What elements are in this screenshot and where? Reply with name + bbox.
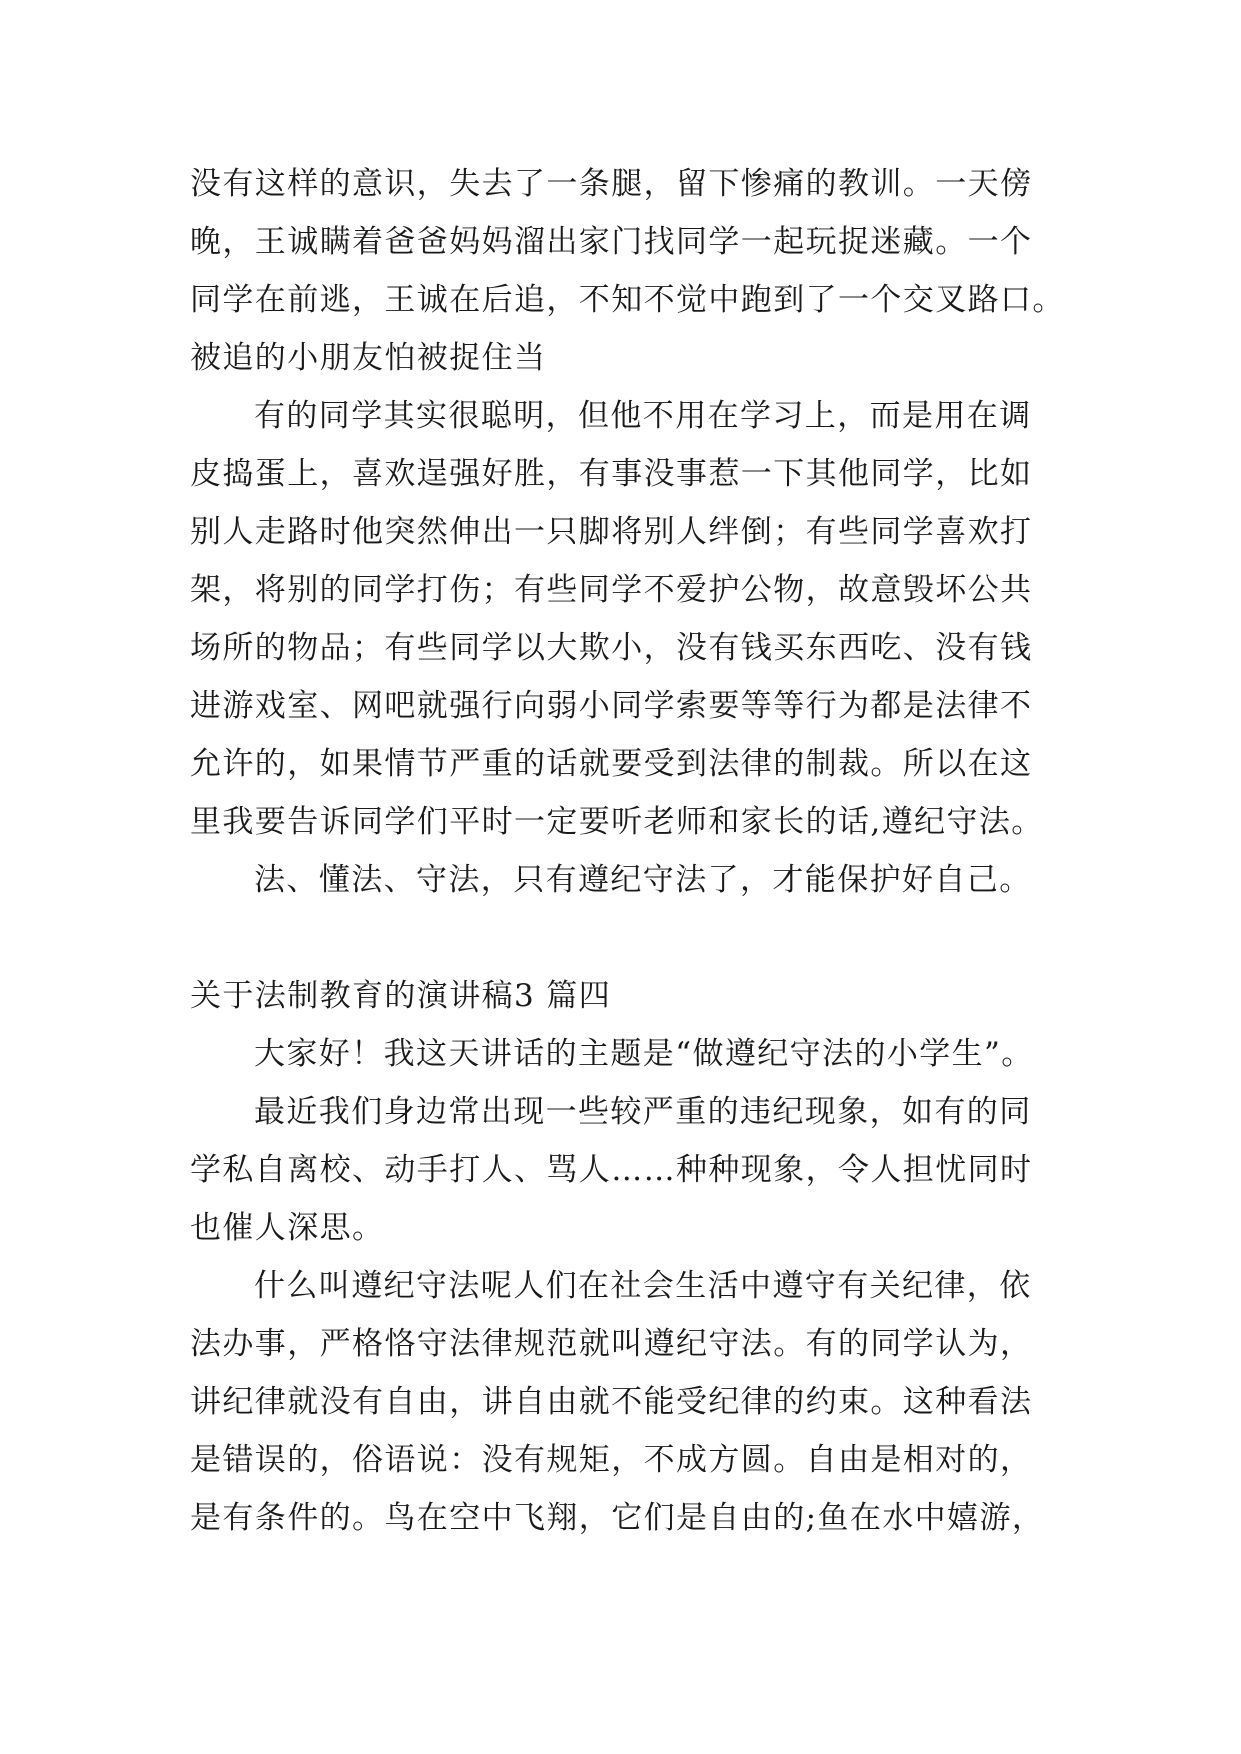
paragraph-line: 被追的小朋友怕被捉住当 <box>190 340 547 376</box>
paragraph-line: 没有这样的意识，失去了一条腿，留下惨痛的教训。一天傍 <box>190 166 1033 202</box>
paragraph-line: 讲纪律就没有自由，讲自由就不能受纪律的约束。这种看法 <box>190 1384 1033 1420</box>
paragraph-line: 是有条件的。鸟在空中飞翔，它们是自由的;鱼在水中嬉游， <box>190 1500 1045 1536</box>
paragraph-line: 法办事，严格恪守法律规范就叫遵纪守法。有的同学认为， <box>190 1326 1033 1362</box>
paragraph-line: 场所的物品；有些同学以大欺小，没有钱买东西吃、没有钱 <box>190 630 1033 666</box>
paragraph-line: 法、懂法、守法，只有遵纪守法了，才能保护好自己。 <box>254 862 1032 898</box>
paragraph-line: 是错误的，俗语说：没有规矩，不成方圆。自由是相对的， <box>190 1442 1033 1478</box>
paragraph-line: 皮捣蛋上，喜欢逞强好胜，有事没事惹一下其他同学，比如 <box>190 456 1033 492</box>
paragraph-line: 里我要告诉同学们平时一定要听老师和家长的话,遵纪守法。 <box>190 804 1044 840</box>
paragraph-line: 学私自离校、动手打人、骂人……种种现象，令人担忧同时 <box>190 1152 1033 1188</box>
paragraph-line: 进游戏室、网吧就强行向弱小同学索要等等行为都是法律不 <box>190 688 1033 724</box>
paragraph-line: 允许的，如果情节严重的话就要受到法律的制裁。所以在这 <box>190 746 1033 782</box>
paragraph-line: 晚，王诚瞒着爸爸妈妈溜出家门找同学一起玩捉迷藏。一个 <box>190 224 1033 260</box>
paragraph-line: 同学在前逃，王诚在后追，不知不觉中跑到了一个交叉路口。 <box>190 282 1065 318</box>
paragraph-line: 也催人深思。 <box>190 1210 385 1246</box>
section-heading: 关于法制教育的演讲稿3 篇四 <box>190 978 612 1014</box>
paragraph-line: 大家好！我这天讲话的主题是“做遵纪守法的小学生”。 <box>254 1036 1034 1072</box>
paragraph-line: 什么叫遵纪守法呢人们在社会生活中遵守有关纪律，依 <box>254 1268 1032 1304</box>
paragraph-line: 架，将别的同学打伤；有些同学不爱护公物，故意毁坏公共 <box>190 572 1033 608</box>
paragraph-line: 最近我们身边常出现一些较严重的违纪现象，如有的同 <box>254 1094 1032 1130</box>
paragraph-line: 有的同学其实很聪明，但他不用在学习上，而是用在调 <box>254 398 1032 434</box>
paragraph-line: 别人走路时他突然伸出一只脚将别人绊倒；有些同学喜欢打 <box>190 514 1033 550</box>
